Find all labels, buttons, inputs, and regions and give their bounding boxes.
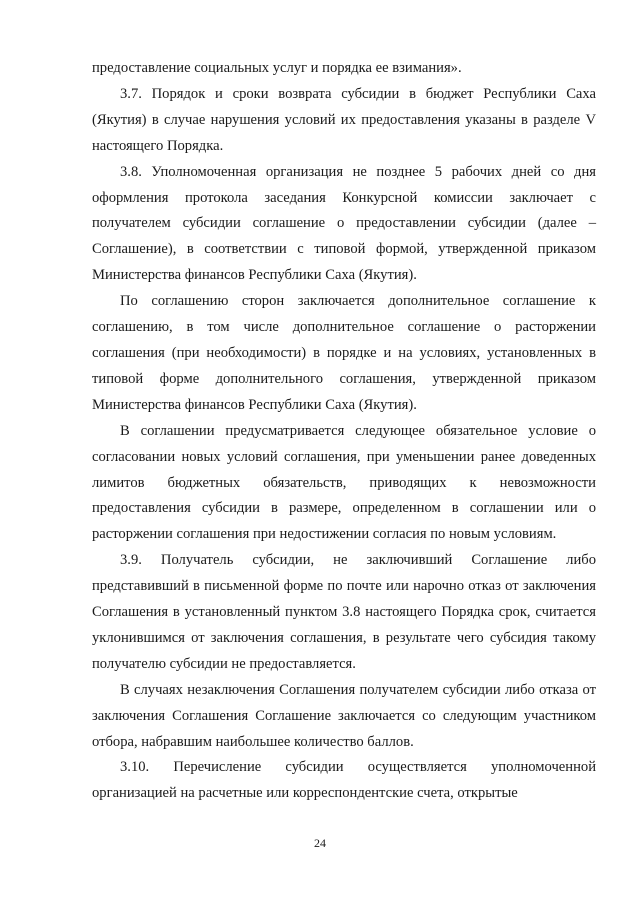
paragraph-continuation: предоставление социальных услуг и порядка ее взимания».	[92, 60, 462, 76]
paragraph-3-7: 3.7. Порядок и сроки возврата субсидии в бюджет Республики Саха (Якутия) в случае нарушения условий их предоставления указаны в разделе V настоящего Порядка.	[92, 85, 596, 154]
paragraph-non-conclusion: В случаях незаключения Соглашения получателем субсидии либо отказа от заключения Соглашения Соглашение заключается со следующим участником отбора, набравшим наибольшее количество баллов.	[92, 681, 596, 750]
page-number: 24	[314, 836, 326, 850]
body-text	[92, 56, 596, 807]
paragraph-3-9: 3.9. Получатель субсидии, не заключивший Соглашение либо представивший в письменной форме по почте или нарочно отказ от заключения Соглашения в установленный пунктом 3.8 настоящего Порядка срок, считается уклонившимся от заключения соглашения, в результате чего субсидия такому получателю субсидии не предоставляется.	[92, 552, 596, 672]
paragraph-additional-agreement: По соглашению сторон заключается дополнительное соглашение к соглашению, в том числе дополнительное соглашение о расторжении соглашения (при необходимости) в порядке и на условиях, установленных в типовой форме дополнительного соглашения, утвержденной приказом Министерства финансов Республики Саха (Якутия).	[92, 293, 596, 413]
paragraph-3-10: 3.10. Перечисление субсидии осуществляется уполномоченной организацией на расчетные или корреспондентские счета, открытые	[92, 759, 596, 802]
paragraph-mandatory-condition: В соглашении предусматривается следующее обязательное условие о согласовании новых условий соглашения, при уменьшении ранее доведенных лимитов бюджетных обязательств, приводящих к невозможности предоставления субсидии в размере, определенном в соглашении или о расторжении соглашения при недостижении согласия по новым условиям.	[92, 422, 596, 543]
paragraph-3-8: 3.8. Уполномоченная организация не позднее 5 рабочих дней со дня оформления протокола заседания Конкурсной комиссии заключает с получателем субсидии соглашение о предоставлении субсидии (далее – Соглашение), в соответствии с типовой формой, утвержденной приказом Министерства финансов Республики Саха (Якутия).	[92, 163, 596, 284]
